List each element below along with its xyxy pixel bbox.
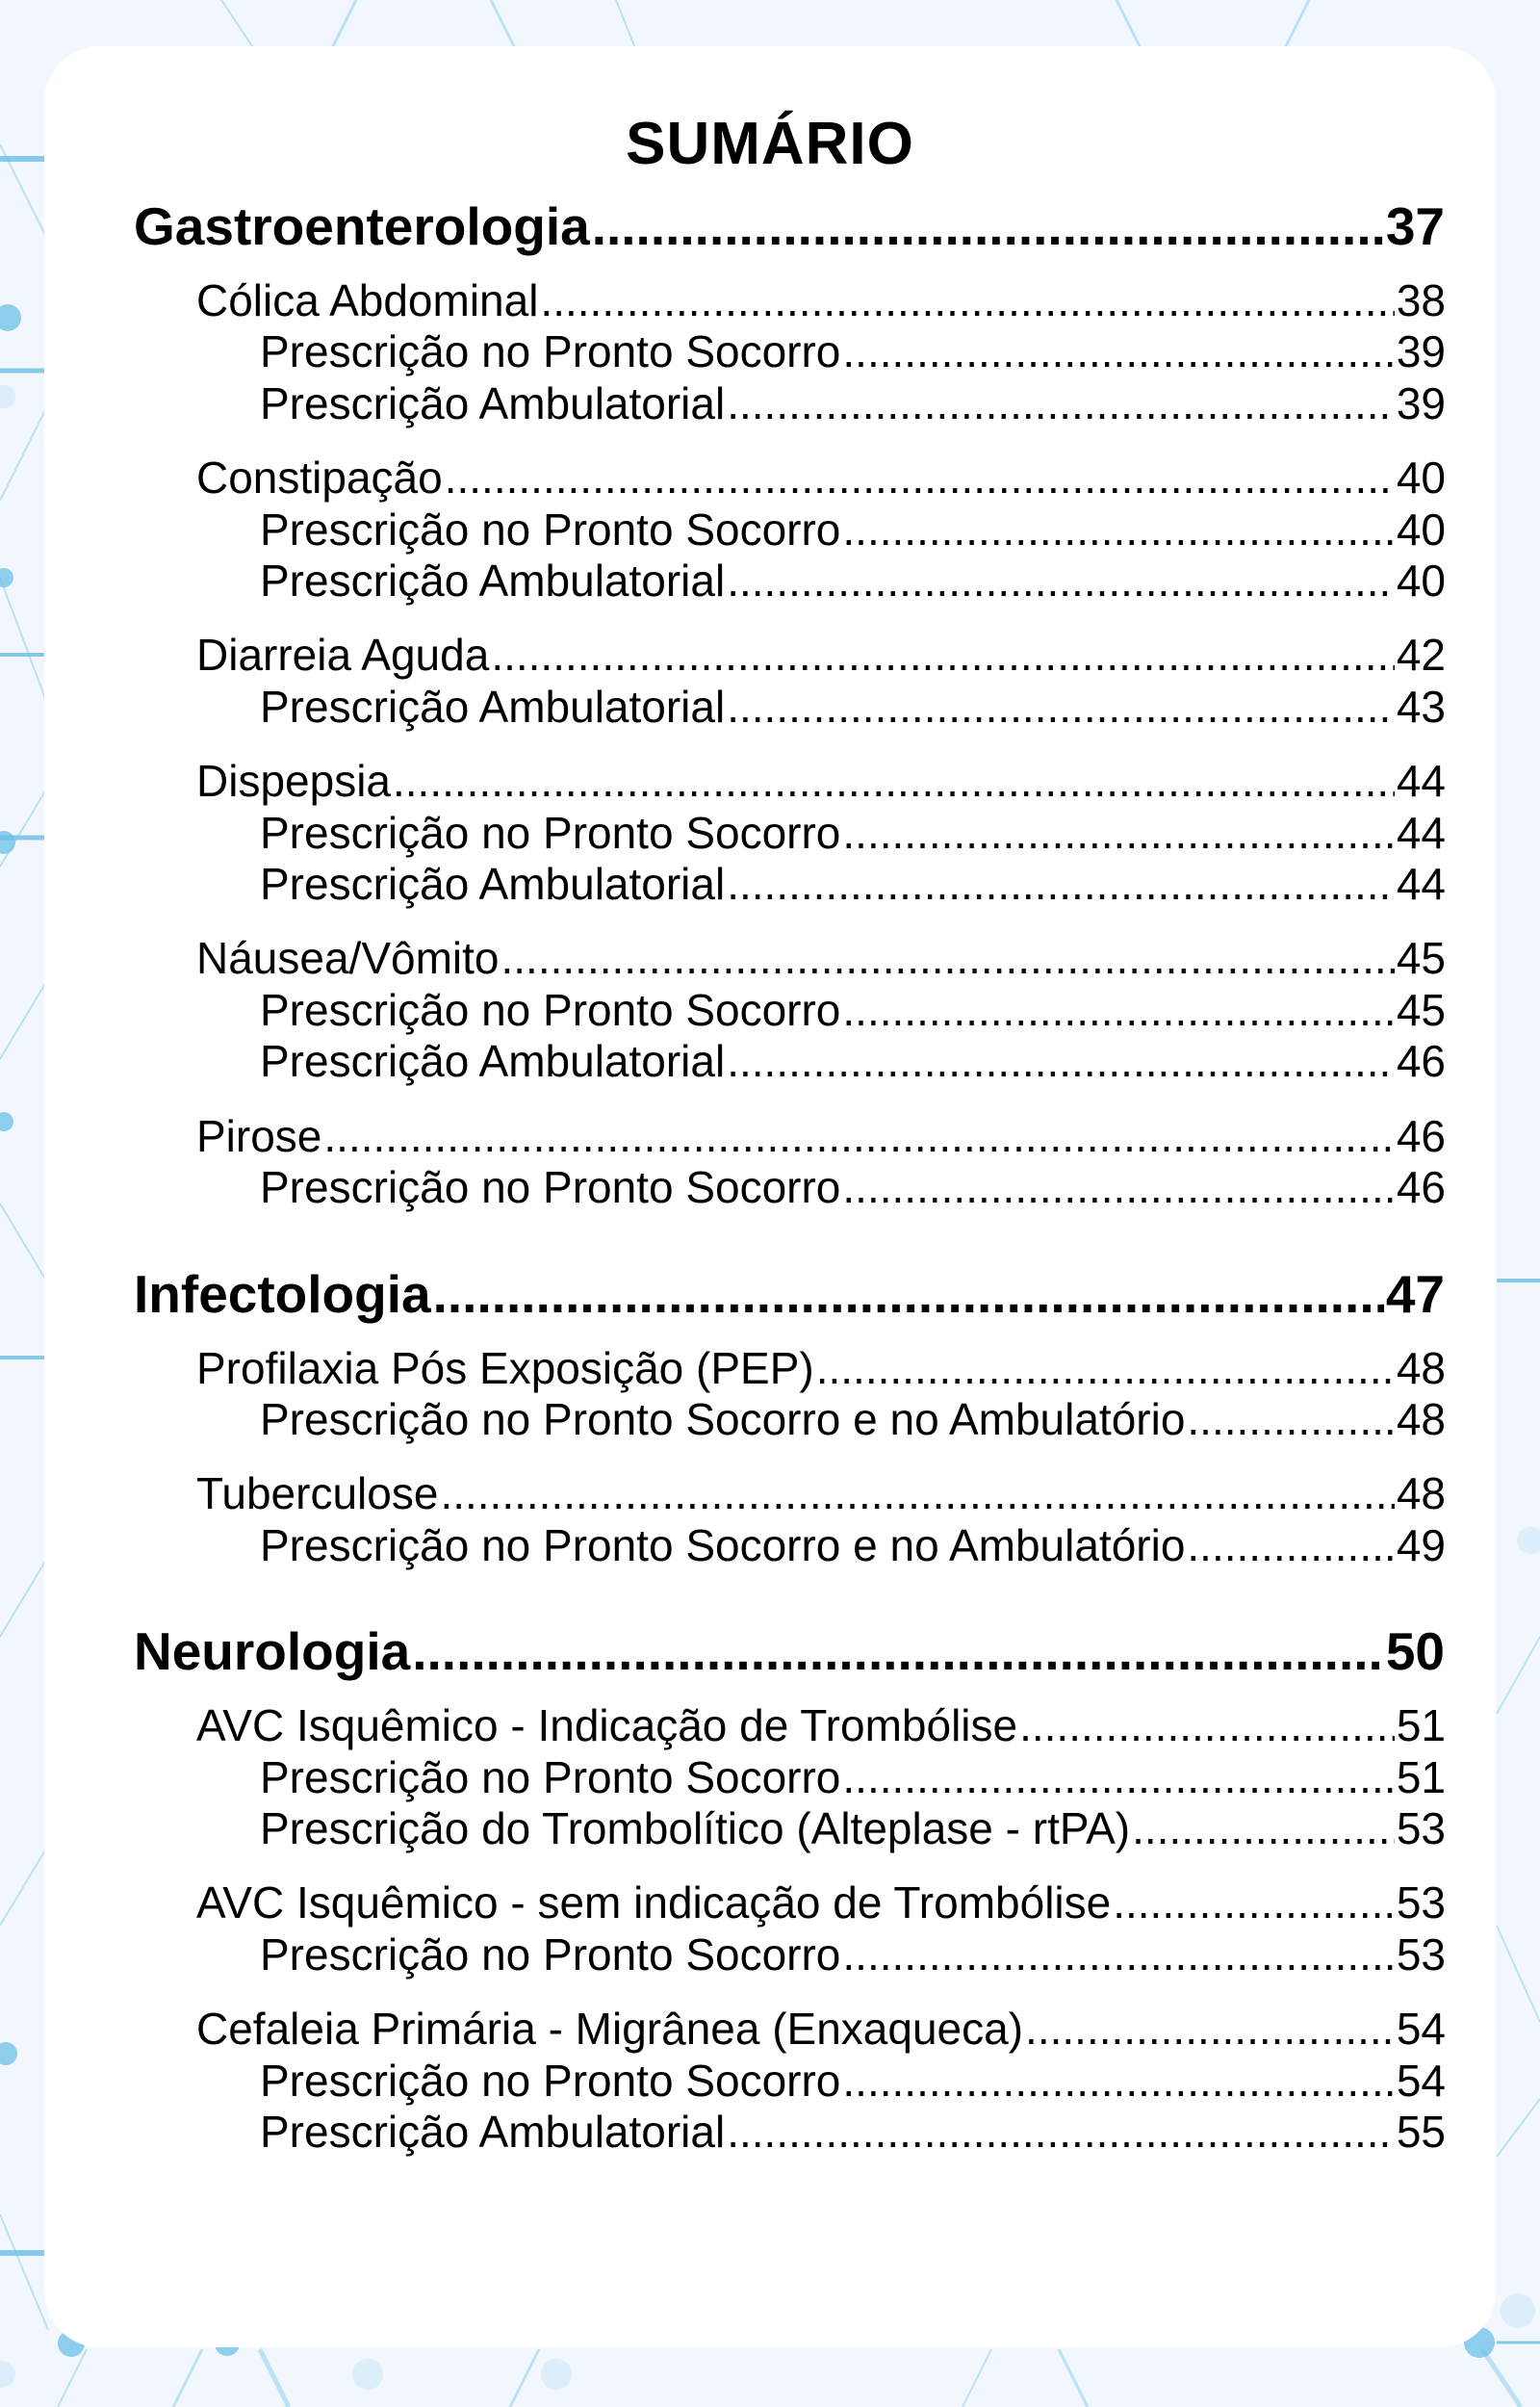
toc-subtopic-label: Prescrição no Pronto Socorro e no Ambulatório [260,1519,1186,1570]
toc-topic-page-number: 51 [1396,1700,1446,1751]
toc-topic[interactable] [44,453,1446,504]
toc-subtopic[interactable] [44,1394,1446,1445]
toc-topic-group [44,1877,1496,1980]
toc-topic-label: Constipação [196,453,443,504]
toc-section-heading[interactable] [44,1616,1445,1687]
toc-subtopic-page-number: 54 [1396,2055,1446,2106]
toc-topic-label: Cefaleia Primária - Migrânea (Enxaqueca) [196,2004,1024,2055]
toc-topic-group [44,2004,1496,2158]
dot-leader [727,556,1395,607]
toc-subtopic-label: Prescrição no Pronto Socorro [260,1162,841,1213]
toc-subtopic[interactable] [44,1036,1446,1087]
toc-topic[interactable] [44,756,1446,807]
dot-leader [842,505,1394,556]
toc-subtopic[interactable] [44,859,1446,910]
toc-subtopic[interactable] [44,682,1446,733]
toc-topic-group [44,756,1496,910]
dot-leader [440,1468,1394,1519]
dot-leader [1025,2004,1395,2055]
toc-topic-page-number: 54 [1396,2004,1446,2055]
toc-subtopic[interactable] [44,378,1446,429]
toc-topic[interactable] [44,275,1446,326]
toc-subtopic[interactable] [44,808,1446,859]
toc-subtopic-page-number: 46 [1396,1162,1446,1213]
dot-leader [842,2056,1394,2107]
toc-subtopic-page-number: 39 [1396,377,1446,428]
dot-leader [842,1162,1394,1213]
dot-leader [1113,1877,1395,1928]
toc-subtopic-page-number: 49 [1396,1519,1446,1570]
toc-card [44,46,1496,2347]
toc-section-heading-page-number: 37 [1385,196,1445,256]
toc-topic[interactable] [44,1877,1446,1928]
toc-subtopic-page-number: 48 [1396,1393,1446,1444]
toc-topic[interactable] [44,933,1446,984]
toc-subtopic-label: Prescrição no Pronto Socorro [260,326,841,377]
dot-leader [1019,1700,1395,1751]
toc-topic-page-number: 38 [1396,275,1446,325]
dot-leader [592,191,1384,262]
dot-leader [816,1343,1395,1394]
dot-leader [727,378,1395,429]
dot-leader [842,1929,1394,1980]
toc-subtopic-label: Prescrição Ambulatorial [260,2106,726,2157]
dot-leader [1187,1394,1394,1445]
toc-topic-page-number: 53 [1396,1877,1446,1928]
toc-subtopic-label: Prescrição no Pronto Socorro [260,807,841,858]
toc-subtopic-label: Prescrição Ambulatorial [260,1036,726,1087]
dot-leader [842,808,1394,859]
toc-subtopic-page-number: 43 [1396,681,1446,732]
page-title: SUMÁRIO [626,111,914,177]
toc-subtopic[interactable] [44,1929,1446,1980]
toc-subtopic-page-number: 53 [1396,1802,1446,1853]
toc-topic-label: Profilaxia Pós Exposição (PEP) [196,1342,814,1393]
dot-leader [501,933,1395,984]
toc-subtopic-label: Prescrição no Pronto Socorro e no Ambulatório [260,1393,1186,1444]
toc-topic-group [44,1468,1496,1571]
toc-topic-label: Diarreia Aguda [196,630,490,681]
toc-subtopic-page-number: 46 [1396,1036,1446,1087]
toc-section-heading-page-number: 47 [1385,1263,1445,1324]
toc-topic-page-number: 40 [1396,453,1446,504]
toc-topic[interactable] [44,630,1446,681]
dot-leader [842,1752,1394,1803]
dot-leader [727,859,1395,910]
toc-topic-page-number: 46 [1396,1110,1446,1161]
toc-section-heading-page-number: 50 [1385,1621,1445,1682]
toc-subtopic[interactable] [44,1752,1446,1803]
toc-topic-group [44,933,1496,1087]
toc-topic-page-number: 48 [1396,1342,1446,1393]
toc-subtopic[interactable] [44,2056,1446,2107]
dot-leader [412,1616,1384,1687]
toc-section-heading-label: Neurologia [134,1621,411,1682]
toc-topic-group [44,275,1496,429]
toc-topic[interactable] [44,1468,1446,1519]
toc-subtopic-page-number: 51 [1396,1751,1446,1802]
dot-leader [491,630,1395,681]
toc-topic-group [44,1700,1496,1854]
toc-subtopic-label: Prescrição no Pronto Socorro [260,1928,841,1980]
toc-subtopic[interactable] [44,1162,1446,1213]
dot-leader [727,682,1395,733]
table-of-contents [44,191,1496,2158]
dot-leader [1187,1520,1394,1571]
toc-subtopic-label: Prescrição no Pronto Socorro [260,1751,841,1802]
toc-section-heading-label: Infectologia [134,1263,431,1324]
toc-subtopic[interactable] [44,505,1446,556]
toc-subtopic-label: Prescrição no Pronto Socorro [260,984,841,1035]
toc-subtopic-label: Prescrição no Pronto Socorro [260,504,841,555]
toc-subtopic-page-number: 55 [1396,2106,1446,2157]
dot-leader [842,985,1394,1036]
toc-topic-label: AVC Isquêmico - sem indicação de Trombólise [196,1877,1112,1928]
toc-subtopic-label: Prescrição Ambulatorial [260,377,726,428]
toc-topic-label: Tuberculose [196,1468,439,1519]
toc-section-heading-label: Gastroenterologia [134,196,590,256]
dot-leader [727,1036,1395,1087]
toc-topic[interactable] [44,1111,1446,1162]
toc-subtopic[interactable] [44,1520,1446,1571]
toc-subtopic-label: Prescrição Ambulatorial [260,556,726,607]
toc-subtopic[interactable] [44,326,1446,377]
toc-subtopic[interactable] [44,985,1446,1036]
toc-topic-group [44,453,1496,607]
toc-subtopic-label: Prescrição Ambulatorial [260,681,726,732]
toc-subtopic-label: Prescrição no Pronto Socorro [260,2055,841,2106]
dot-leader [1132,1803,1395,1854]
dot-leader [393,756,1395,807]
dot-leader [323,1111,1394,1162]
toc-topic-label: AVC Isquêmico - Indicação de Trombólise [196,1700,1018,1751]
toc-topic-label: Dispepsia [196,756,391,807]
toc-topic-label: Náusea/Vômito [196,933,500,984]
toc-topic-label: Pirose [196,1110,322,1161]
dot-leader [842,326,1394,377]
toc-subtopic[interactable] [44,1803,1446,1854]
toc-subtopic-page-number: 45 [1396,984,1446,1035]
dot-leader [433,1258,1384,1330]
toc-topic[interactable] [44,2004,1446,2055]
toc-subtopic-page-number: 44 [1396,859,1446,910]
toc-subtopic-page-number: 40 [1396,504,1446,555]
toc-section-heading[interactable] [44,1258,1445,1330]
toc-topic-group [44,630,1496,733]
toc-section-heading[interactable] [44,191,1445,262]
toc-subtopic-page-number: 44 [1396,807,1446,858]
toc-topic-page-number: 45 [1396,933,1446,984]
dot-leader [445,453,1395,504]
toc-subtopic[interactable] [44,556,1446,607]
toc-subtopic-page-number: 39 [1396,326,1446,377]
toc-subtopic-page-number: 40 [1396,556,1446,607]
toc-topic-label: Cólica Abdominal [196,275,539,325]
toc-topic[interactable] [44,1343,1446,1394]
toc-topic-page-number: 44 [1396,756,1446,807]
toc-subtopic-label: Prescrição do Trombolítico (Alteplase - rtPA) [260,1802,1131,1853]
toc-subtopic-label: Prescrição Ambulatorial [260,859,726,910]
toc-topic-page-number: 42 [1396,630,1446,681]
toc-topic-group [44,1111,1496,1214]
dot-leader [540,275,1394,326]
toc-topic-page-number: 48 [1396,1468,1446,1519]
toc-topic-group [44,1343,1496,1446]
toc-subtopic[interactable] [44,2107,1446,2158]
toc-topic[interactable] [44,1700,1446,1751]
dot-leader [727,2107,1395,2158]
toc-subtopic-page-number: 53 [1396,1928,1446,1980]
